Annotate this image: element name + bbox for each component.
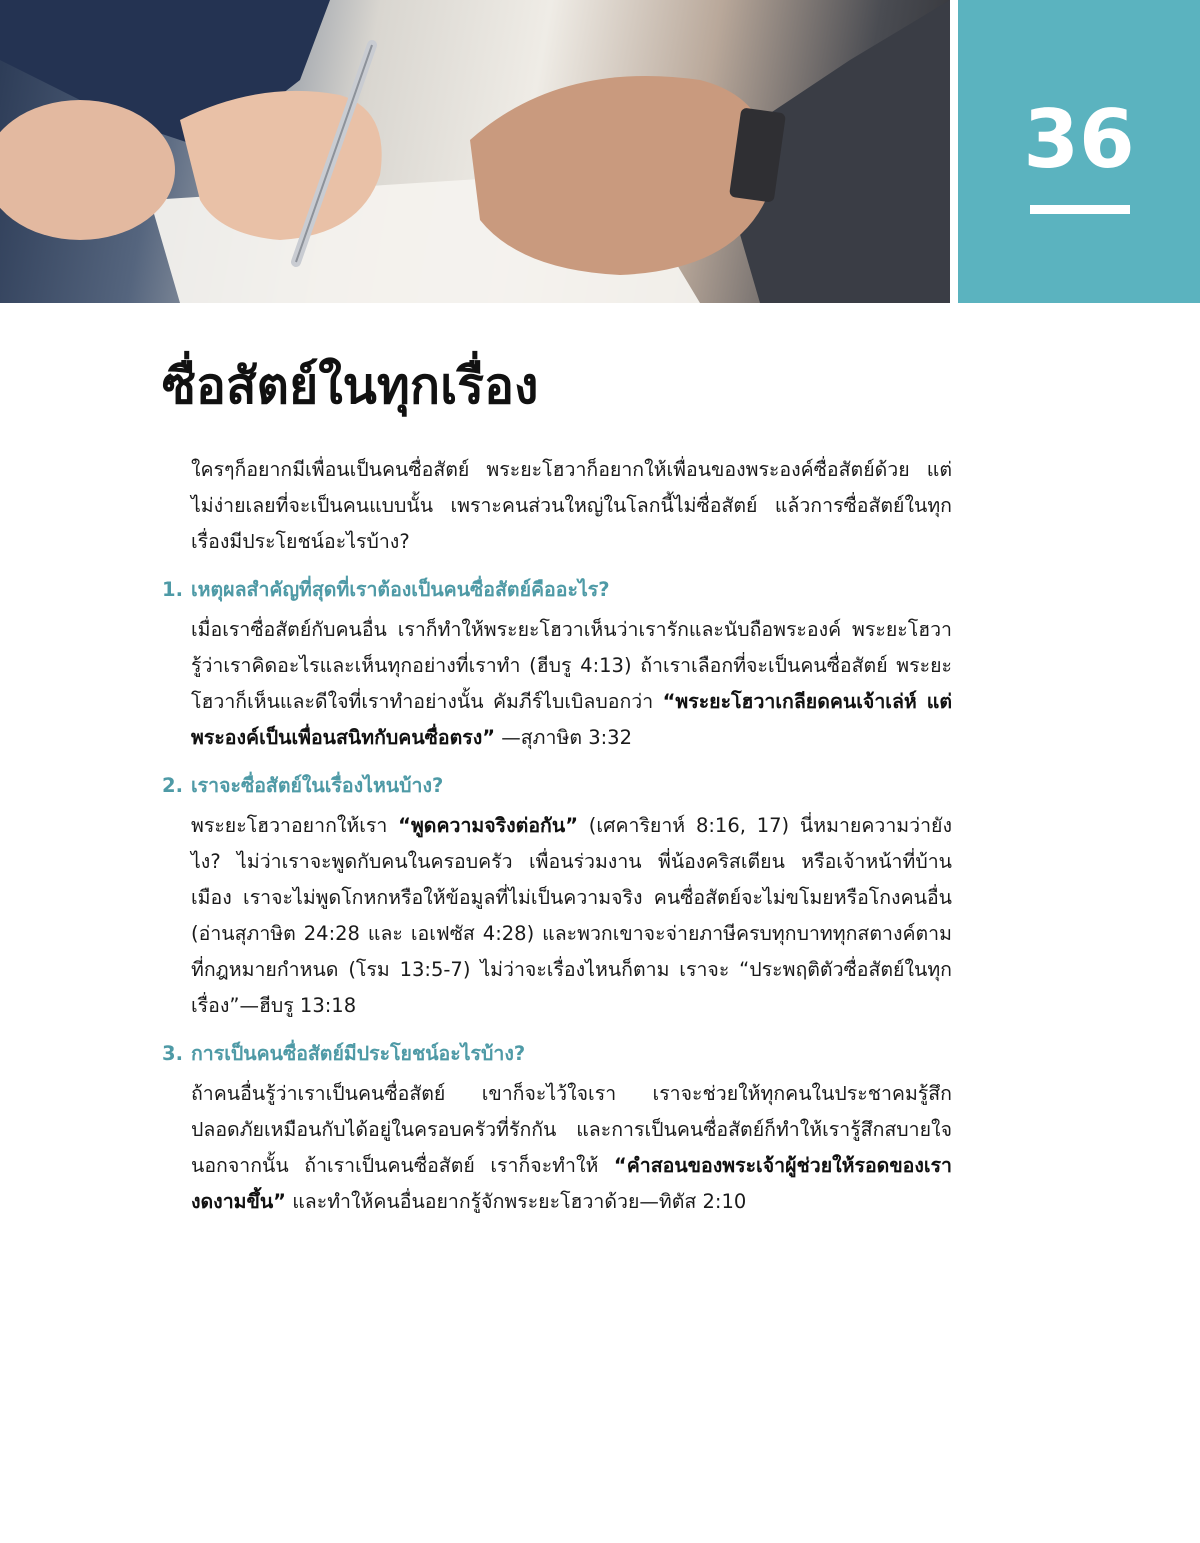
section-question — [162, 768, 952, 804]
answer-text: —สุภาษิต 3:32 — [495, 726, 632, 749]
section-answer — [191, 612, 952, 756]
section-2 — [162, 768, 952, 1024]
section-question-text: เหตุผลสำคัญที่สุดที่เราต้องเป็นคนซื่อสัตย์คืออะไร? — [190, 578, 610, 601]
section-answer — [191, 1076, 952, 1220]
lesson-number-underline — [1030, 205, 1130, 214]
section-question — [162, 1036, 952, 1072]
lesson-number-badge — [958, 0, 1200, 303]
answer-text: และทำให้คนอื่นอยากรู้จักพระยะโฮวาด้วย—ทิตัส 2:10 — [286, 1190, 747, 1213]
answer-text: เมื่อเราซื่อสัตย์กับคนอื่น เราก็ทำให้พระยะโฮวาเห็นว่าเรารักและนับถือพระองค์ พระยะโฮวารู้ว่าเราคิดอะไรและเห็นทุกอย่างที่เราทำ (ฮีบรู 4:13) ถ้าเราเลือกที่จะเป็นคนซื่อสัตย์ พระยะโฮวาก็เห็นและดีใจที่เราทำอย่างนั้น คัมภีร์ไบเบิลบอกว่า — [191, 618, 952, 713]
scripture-quote: “พระยะโฮวาเกลียดคนเจ้าเล่ห์ แต่พระองค์เป็นเพื่อนสนิทกับคนซื่อตรง” — [191, 690, 952, 749]
lesson-number: 36 — [1023, 93, 1135, 186]
section-question-text: เราจะซื่อสัตย์ในเรื่องไหนบ้าง? — [190, 774, 444, 797]
answer-text: พระยะโฮวาอยากให้เรา — [191, 814, 399, 837]
section-3 — [162, 1036, 952, 1220]
page-title: ซื่อสัตย์ในทุกเรื่อง — [162, 357, 539, 415]
answer-text: (เศคาริยาห์ 8:16, 17) นี่หมายความว่ายังไง? ไม่ว่าเราจะพูดกับคนในครอบครัว เพื่อนร่วมงาน พี่น้องคริสเตียน หรือเจ้าหน้าที่บ้านเมือง เราจะไม่พูดโกหกหรือให้ข้อมูลที่ไม่เป็นความจริง คนซื่อสัตย์จะไม่ขโมยหรือโกงคนอื่น (อ่านสุภาษิต 24:28 และ เอเฟซัส 4:28) และพวกเขาจะจ่ายภาษีครบทุกบาททุกสตางค์ตามที่กฎหมายกำหนด (โรม 13:5-7) ไม่ว่าจะเรื่องไหนก็ตาม เราจะ “ประพฤติตัวซื่อสัตย์ในทุกเรื่อง”—ฮีบรู 13:18 — [191, 814, 952, 1017]
section-question — [162, 572, 952, 608]
hero-photo-handshake — [0, 0, 950, 303]
intro-paragraph: ใครๆก็อยากมีเพื่อนเป็นคนซื่อสัตย์ พระยะโฮวาก็อยากให้เพื่อนของพระองค์ซื่อสัตย์ด้วย แต่ไม่ง่ายเลยที่จะเป็นคนแบบนั้น เพราะคนส่วนใหญ่ในโลกนี้ไม่ซื่อสัตย์ แล้วการซื่อสัตย์ในทุกเรื่องมีประโยชน์อะไรบ้าง? — [191, 458, 952, 553]
handshake-illustration — [0, 0, 950, 303]
section-number: 1. — [162, 578, 183, 601]
scripture-quote: “คำสอนของพระเจ้าผู้ช่วยให้รอดของเรางดงามขึ้น” — [191, 1154, 952, 1213]
section-number: 2. — [162, 774, 183, 797]
section-1 — [162, 572, 952, 756]
section-question-text: การเป็นคนซื่อสัตย์มีประโยชน์อะไรบ้าง? — [190, 1042, 526, 1065]
lesson-content — [162, 452, 952, 1220]
section-answer — [191, 808, 952, 1024]
section-number: 3. — [162, 1042, 183, 1065]
answer-text: ถ้าคนอื่นรู้ว่าเราเป็นคนซื่อสัตย์ เขาก็จะไว้ใจเรา เราจะช่วยให้ทุกคนในประชาคมรู้สึกปลอดภัยเหมือนกับได้อยู่ในครอบครัวที่รักกัน และการเป็นคนซื่อสัตย์ก็ทำให้เรารู้สึกสบายใจ นอกจากนั้น ถ้าเราเป็นคนซื่อสัตย์ เราก็จะทำให้ — [191, 1082, 952, 1177]
scripture-quote: “พูดความจริงต่อกัน” — [398, 814, 579, 837]
